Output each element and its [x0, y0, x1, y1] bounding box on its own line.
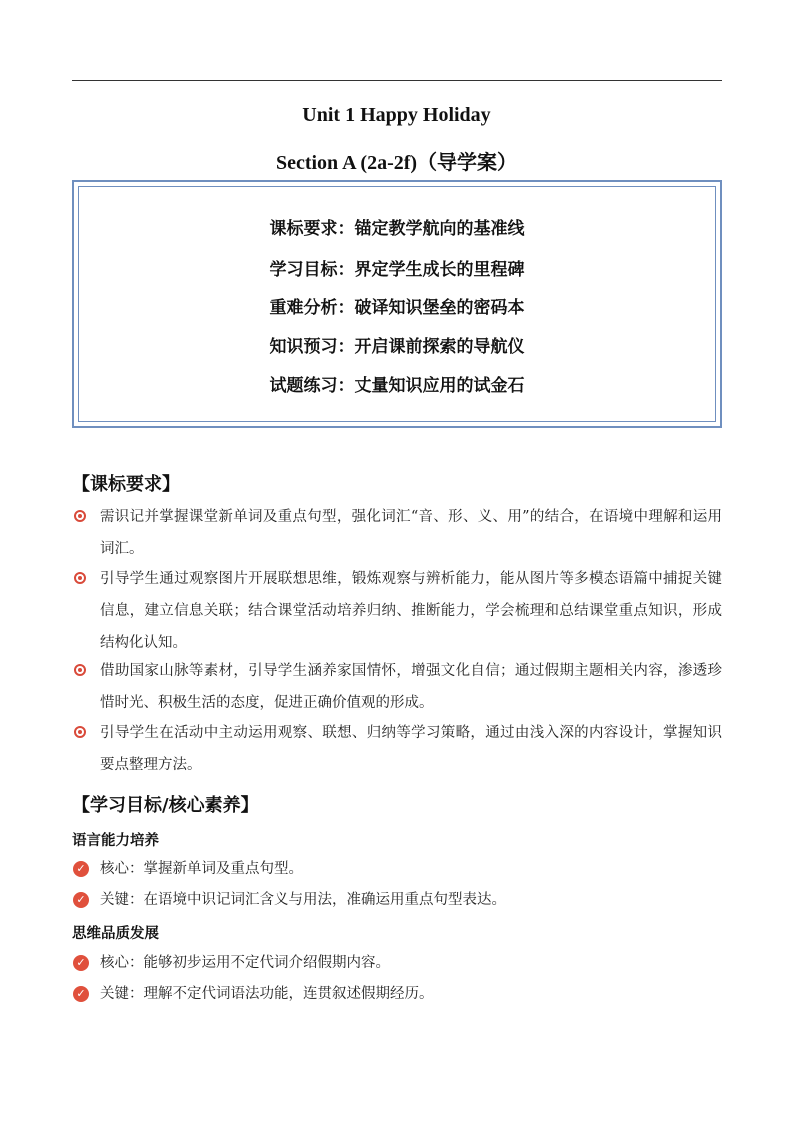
objectives-heading: 【学习目标/核心素养】	[72, 795, 259, 816]
check-circle-icon: ✓	[73, 986, 89, 1002]
outline-item-preview: 知识预习：开启课前探索的导航仪	[269, 337, 525, 357]
thinking-quality-heading: 思维品质发展	[72, 926, 159, 942]
curriculum-bullet-4: 引导学生在活动中主动运用观察、联想、归纳等学习策略，通过由浅入深的内容设计，掌握知识要点整理方法。	[100, 725, 722, 773]
outline-item-curriculum: 课标要求：锚定教学航向的基准线	[269, 219, 525, 239]
language-core-item: 核心：掌握新单词及重点句型。	[100, 861, 303, 877]
header-rule	[72, 80, 722, 81]
thinking-core-item: 核心：能够初步运用不定代词介绍假期内容。	[100, 955, 390, 971]
check-circle-icon: ✓	[73, 892, 89, 908]
thinking-key-item: 关键：理解不定代词语法功能，连贯叙述假期经历。	[100, 986, 434, 1002]
check-circle-icon: ✓	[73, 861, 89, 877]
outline-item-analysis: 重难分析：破译知识堡垒的密码本	[269, 298, 525, 318]
target-icon	[74, 572, 86, 584]
target-icon	[74, 664, 86, 676]
outline-inner-frame	[78, 186, 716, 422]
outline-box	[72, 180, 722, 428]
unit-title: Unit 1 Happy Holiday	[302, 104, 491, 126]
target-icon	[74, 510, 86, 522]
curriculum-heading: 【课标要求】	[72, 474, 180, 495]
outline-item-objectives: 学习目标：界定学生成长的里程碑	[269, 260, 525, 280]
outline-item-practice: 试题练习：丈量知识应用的试金石	[269, 376, 525, 396]
curriculum-bullet-1: 需识记并掌握课堂新单词及重点句型，强化词汇“音、形、义、用”的结合，在语境中理解和运用词汇。	[100, 509, 722, 557]
section-title: Section A (2a-2f)（导学案）	[275, 152, 518, 174]
language-key-item: 关键：在语境中识记词汇含义与用法，准确运用重点句型表达。	[100, 892, 506, 908]
curriculum-bullet-3: 借助国家山脉等素材，引导学生涵养家国情怀，增强文化自信；通过假期主题相关内容，渗透珍惜时光、积极生活的态度，促进正确价值观的形成。	[100, 663, 722, 711]
target-icon	[74, 726, 86, 738]
curriculum-bullet-2: 引导学生通过观察图片开展联想思维，锻炼观察与辨析能力，能从图片等多模态语篇中捕捉关键信息，建立信息关联；结合课堂活动培养归纳、推断能力，学会梳理和总结课堂重点知识，形成结构化认知。	[100, 571, 722, 651]
language-ability-heading: 语言能力培养	[72, 833, 159, 849]
check-circle-icon: ✓	[73, 955, 89, 971]
